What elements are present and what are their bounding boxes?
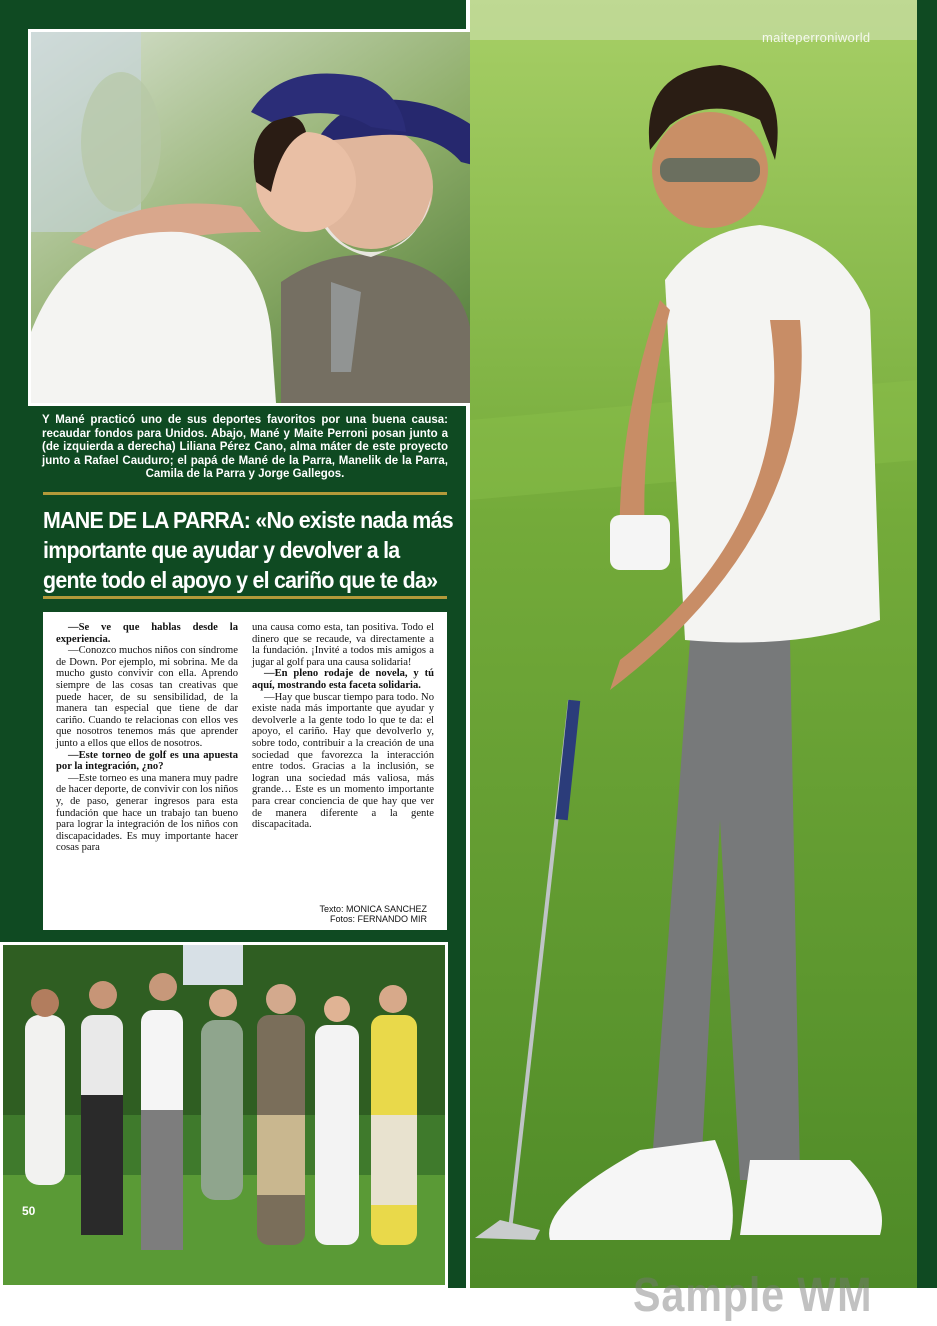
article-column-2: [252, 622, 434, 831]
article-column-1: [56, 622, 238, 854]
page-number: 50: [22, 1204, 36, 1218]
interview-paragraph: —Hay que buscar tiempo para todo. No existe nada más importante que ayudar y devolverle a la gente todo lo que te da: el apoyo, el cariño. Hay que devolverlo y, sobre todo, contribuir a la creación de una sociedad que favorezca la interacción entre todos. Gracias a la inclusión, se logran una sociedad más valiosa, más grande… Este es un momento importante para crear conciencia de que hay que ver de manera diferente a la gente discapacitada.: [252, 691, 434, 831]
interview-paragraph: —Este torneo es una manera muy padre de hacer deporte, de convivir con los niños y, de paso, generar ingresos para esta fundación que hace un trabajo tan bueno para lograr la integración de los niños con discapacidades. Es muy importante hacer cosas para: [56, 772, 238, 854]
credits-photos: Fotos: FERNANDO MIR: [329, 914, 427, 924]
golfer-illustration: [470, 0, 917, 1288]
headline-line-2: importante que ayudar y devolver a la: [43, 537, 400, 563]
headline-bottom-rule: [43, 596, 447, 599]
right-green-strip: [917, 0, 937, 1288]
credits-text: Texto: MONICA SANCHEZ: [319, 904, 427, 914]
headline-line-1: MANE DE LA PARRA: «No existe nada más: [43, 507, 453, 533]
sample-watermark: Sample WM: [633, 1269, 873, 1322]
interview-question: —Se ve que hablas desde la experiencia.: [56, 622, 238, 645]
headline-top-rule: [43, 492, 447, 495]
interview-paragraph: una causa como esta, tan positiva. Todo el dinero que se recaude, va directamente a la fundación. ¡Invité a todos mis amigos a jugar al golf para una causa solidaria!: [252, 622, 434, 668]
group-photo-illustration: [3, 945, 445, 1285]
brand-mark: maiteperroniworld: [762, 30, 871, 45]
headline: [43, 505, 453, 595]
interview-article: [43, 612, 447, 930]
interview-paragraph: —Conozco muchos niños con síndrome de Down. Por ejemplo, mi sobrina. Me da mucho gusto convivir con ella. Aprendo siempre de las cosas tan creativas que puede hacer, de su sensibilidad, de la manera tan especial que tiene de dar cariño. Cuando te relacionas con ellos ves que nosotros tenemos más que aprender junto a ellos que ellos de nosotros.: [56, 645, 238, 749]
article-credits: [319, 904, 427, 924]
headline-line-3: gente todo el apoyo y el cariño que te da»: [43, 567, 438, 593]
interview-question: —En pleno rodaje de novela, y tú aquí, mostrando esta faceta solidaria.: [252, 668, 434, 691]
golfer-photo: [470, 0, 917, 1288]
photo-caption: Y Mané practicó uno de sus deportes favoritos por una buena causa: recaudar fondos para Unidos. Abajo, Mané y Maite Perroni posan junto a (de izquierda a derecha) Liliana Pérez Cano, alma máter de este proyecto junto a Rafael Cauduro; el papá de Mané de la Parra, Manelik de la Parra, Camila de la Parra y Jorge Gallegos.: [42, 414, 448, 480]
group-photo: [0, 942, 448, 1288]
group-photo-image: [3, 945, 445, 1285]
interview-question: —Este torneo de golf es una apuesta por la integración, ¿no?: [56, 749, 238, 773]
